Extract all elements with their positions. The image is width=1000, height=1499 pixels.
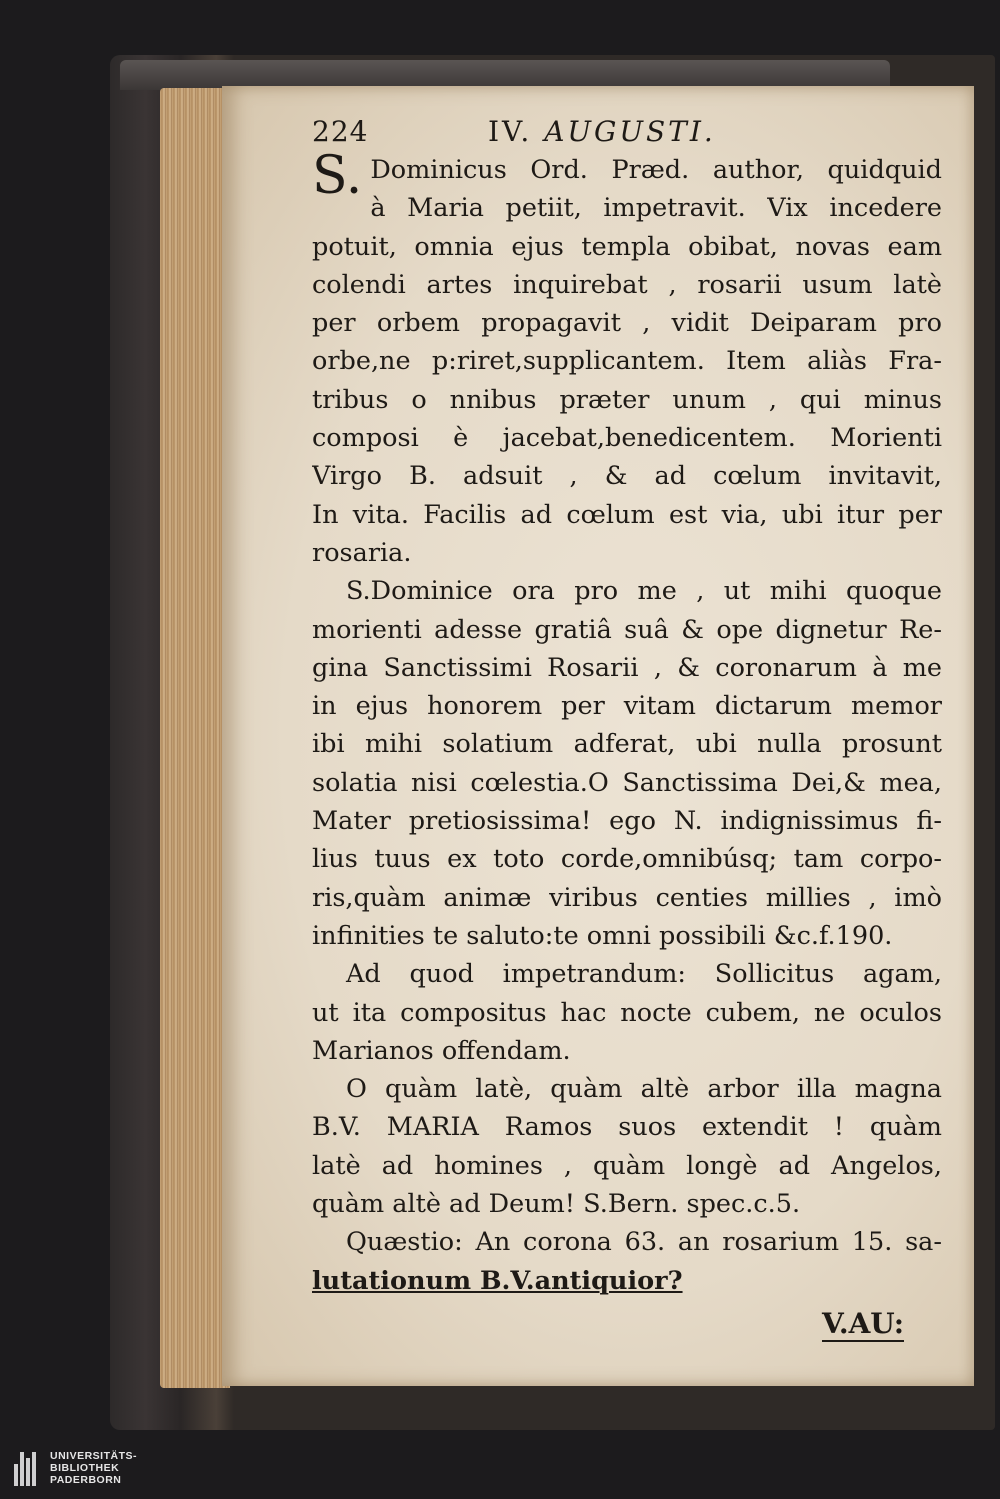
text-line: rosaria.	[312, 537, 412, 568]
text-line: Mater pretiosissima! ego N. indignissimus fi-	[312, 806, 942, 837]
text-line: quàm altè ad Deum! S.Bern. spec.c.5.	[312, 1189, 801, 1220]
page-edges	[160, 88, 230, 1388]
text-line: S.Dominice ora pro me , ut mihi quoque	[346, 576, 942, 607]
paragraph-4	[312, 1070, 942, 1223]
text-line: ibi mihi solatium adferat, ubi nulla prosunt	[312, 729, 942, 760]
logo-line-1: UNIVERSITÄTS-	[50, 1450, 138, 1462]
page-number: 224	[312, 115, 369, 148]
text-line: colendi artes inquirebat , rosarii usum latè	[312, 269, 942, 300]
text-line: infinities te saluto:te omni possibili &c.f.190.	[312, 920, 893, 951]
logo-line-2: BIBLIOTHEK	[50, 1462, 120, 1474]
library-logo	[14, 1450, 214, 1490]
logo-line-3: PADERBORN	[50, 1474, 122, 1486]
paragraph-2	[312, 572, 942, 955]
text-line: ris,quàm animæ viribus centies millies , imò	[312, 882, 942, 913]
text-line: Marianos offendam.	[312, 1035, 571, 1066]
running-head	[312, 115, 942, 151]
text-line: latè ad homines , quàm longè ad Angelos,	[312, 1150, 942, 1181]
text-line: per orbem propagavit , vidit Deiparam pro	[312, 308, 942, 339]
text-line: B.V. MARIA Ramos suos extendit ! quàm	[312, 1112, 942, 1143]
text-line: ut ita compositus hac nocte cubem, ne oculos	[312, 997, 942, 1028]
text-line: composi è jacebat,benedicentem. Morienti	[312, 423, 942, 454]
text-line: In vita. Facilis ad cœlum est via, ubi itur per	[312, 499, 942, 530]
running-title-roman: IV.	[488, 115, 533, 148]
text-line: potuit, omnia ejus templa obibat, novas eam	[312, 231, 942, 262]
text-line: gina Sanctissimi Rosarii , & coronarum à me	[312, 652, 942, 683]
text-line: lius tuus ex toto corde,omnibúsq; tam corpo-	[312, 844, 942, 875]
catchword: V.AU:	[822, 1307, 905, 1340]
text-line: O quàm latè, quàm altè arbor illa magna	[346, 1074, 942, 1105]
text-line: Virgo B. adsuit , & ad cœlum invitavit,	[312, 461, 942, 492]
paragraph-5	[312, 1223, 942, 1300]
text-line: Quæstio: An corona 63. an rosarium 15. sa-	[346, 1227, 942, 1258]
paragraph-3	[312, 955, 942, 1070]
text-line: in ejus honorem per vitam dictarum memor	[312, 691, 942, 722]
paragraph-1	[312, 146, 942, 572]
text-line: Ad quod impetrandum: Sollicitus agam,	[346, 959, 942, 990]
text-line: à Maria petiit, impetravit. Vix incedere	[370, 193, 942, 224]
text-line: Dominicus Ord. Præd. author, quidquid	[370, 155, 942, 185]
page-text	[312, 115, 942, 1300]
text-line: morienti adesse gratiâ suâ & ope dignetur Re-	[312, 614, 942, 645]
text-line: solatia nisi cœlestia.O Sanctissima Dei,& mea,	[312, 767, 942, 798]
dropcap: S.	[312, 146, 363, 206]
text-line: orbe,ne p:riret,supplicantem. Item aliàs Fra-	[312, 346, 942, 377]
library-logo-icon	[14, 1452, 40, 1486]
running-title	[488, 115, 716, 148]
text-line: tribus o nnibus præter unum , qui minus	[312, 384, 942, 415]
running-title-month: AUGUSTI.	[544, 115, 716, 148]
text-line: lutationum B.V.antiquior?	[312, 1265, 683, 1296]
library-logo-text	[50, 1450, 137, 1486]
